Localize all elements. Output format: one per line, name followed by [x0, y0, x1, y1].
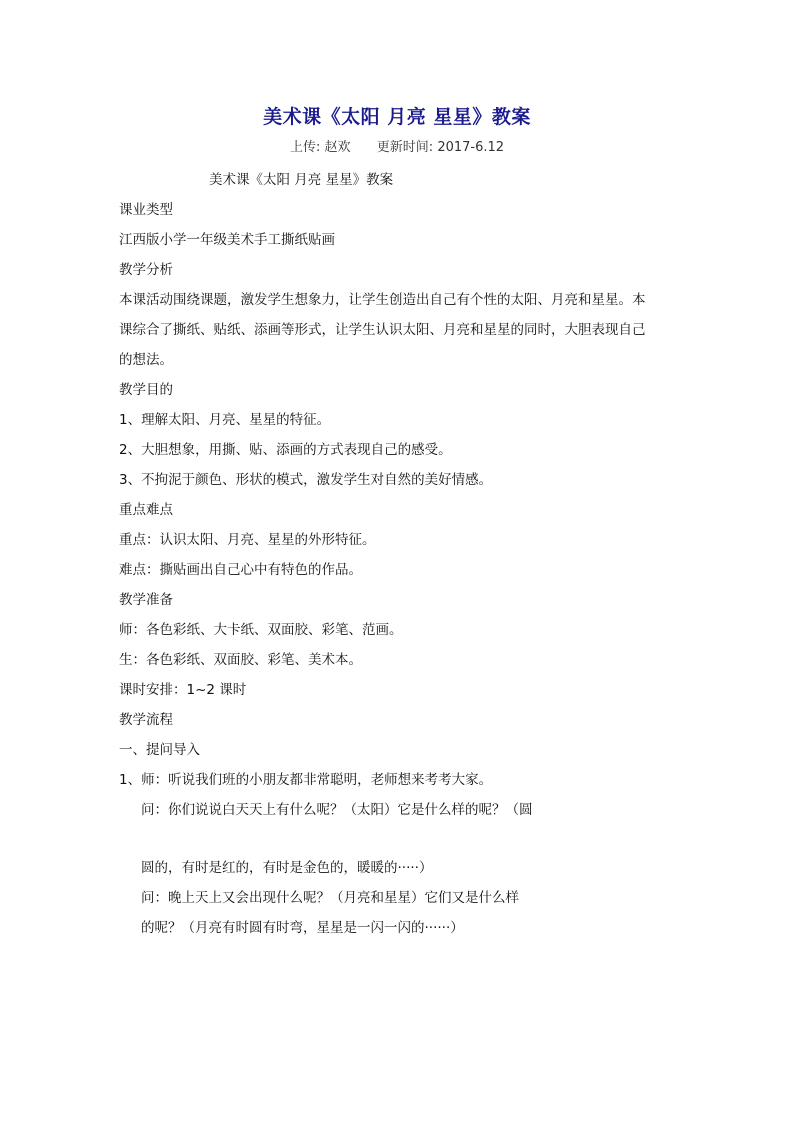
question-line: 问：晚上天上又会出现什么呢？（月亮和星星）它们又是什么样 [141, 890, 519, 906]
paragraph-line: 课综合了撕纸、贴纸、添画等形式，让学生认识太阳、月亮和星星的同时，大胆表现自己 [119, 322, 646, 338]
updated-label: 更新时间: [376, 140, 434, 155]
paragraph-line: 难点：撕贴画出自己心中有特色的作品。 [119, 562, 362, 578]
paragraph-line: 的想法。 [119, 352, 173, 368]
section-heading: 教学分析 [119, 262, 173, 278]
question-line: 问：你们说说白天天上有什么呢？（太阳）它是什么样的呢？（圆 [141, 802, 533, 818]
section-heading: 重点难点 [119, 502, 173, 518]
question-line: 圆的，有时是红的，有时是金色的，暖暖的·····） [141, 860, 433, 876]
section-heading: 一、提问导入 [119, 742, 200, 758]
list-item: 2、大胆想象，用撕、贴、添画的方式表现自己的感受。 [119, 442, 452, 458]
document-meta [0, 138, 794, 158]
document-title: 美术课《太阳 月亮 星星》教案 [263, 106, 531, 128]
paragraph-line: 生：各色彩纸、双面胶、彩笔、美术本。 [119, 652, 362, 668]
updated-date: 2017-6.12 [437, 140, 505, 155]
list-item: 3、不拘泥于颜色、形状的模式，激发学生对自然的美好情感。 [119, 472, 493, 488]
paragraph-line: 本课活动围绕课题，激发学生想象力，让学生创造出自己有个性的太阳、月亮和星星。本 [119, 292, 646, 308]
uploader-label: 上传: [289, 140, 321, 155]
paragraph-line: 师：各色彩纸、大卡纸、双面胶、彩笔、范画。 [119, 622, 403, 638]
section-heading: 教学准备 [119, 592, 173, 608]
section-heading: 教学目的 [119, 382, 173, 398]
uploader-name: 赵欢 [324, 140, 351, 155]
list-item: 1、理解太阳、月亮、星星的特征。 [119, 412, 331, 428]
paragraph-line: 江西版小学一年级美术手工撕纸贴画 [119, 232, 335, 248]
paragraph-line: 重点：认识太阳、月亮、星星的外形特征。 [119, 532, 376, 548]
paragraph-line: 课时安排：1~2 课时 [119, 682, 247, 698]
section-heading: 课业类型 [119, 202, 173, 218]
body-subtitle: 美术课《太阳 月亮 星星》教案 [209, 172, 394, 188]
question-line: 的呢？（月亮有时圆有时弯，星星是一闪一闪的······） [141, 920, 464, 936]
section-heading: 教学流程 [119, 712, 173, 728]
list-item: 1、师：听说我们班的小朋友都非常聪明，老师想来考考大家。 [119, 772, 493, 788]
